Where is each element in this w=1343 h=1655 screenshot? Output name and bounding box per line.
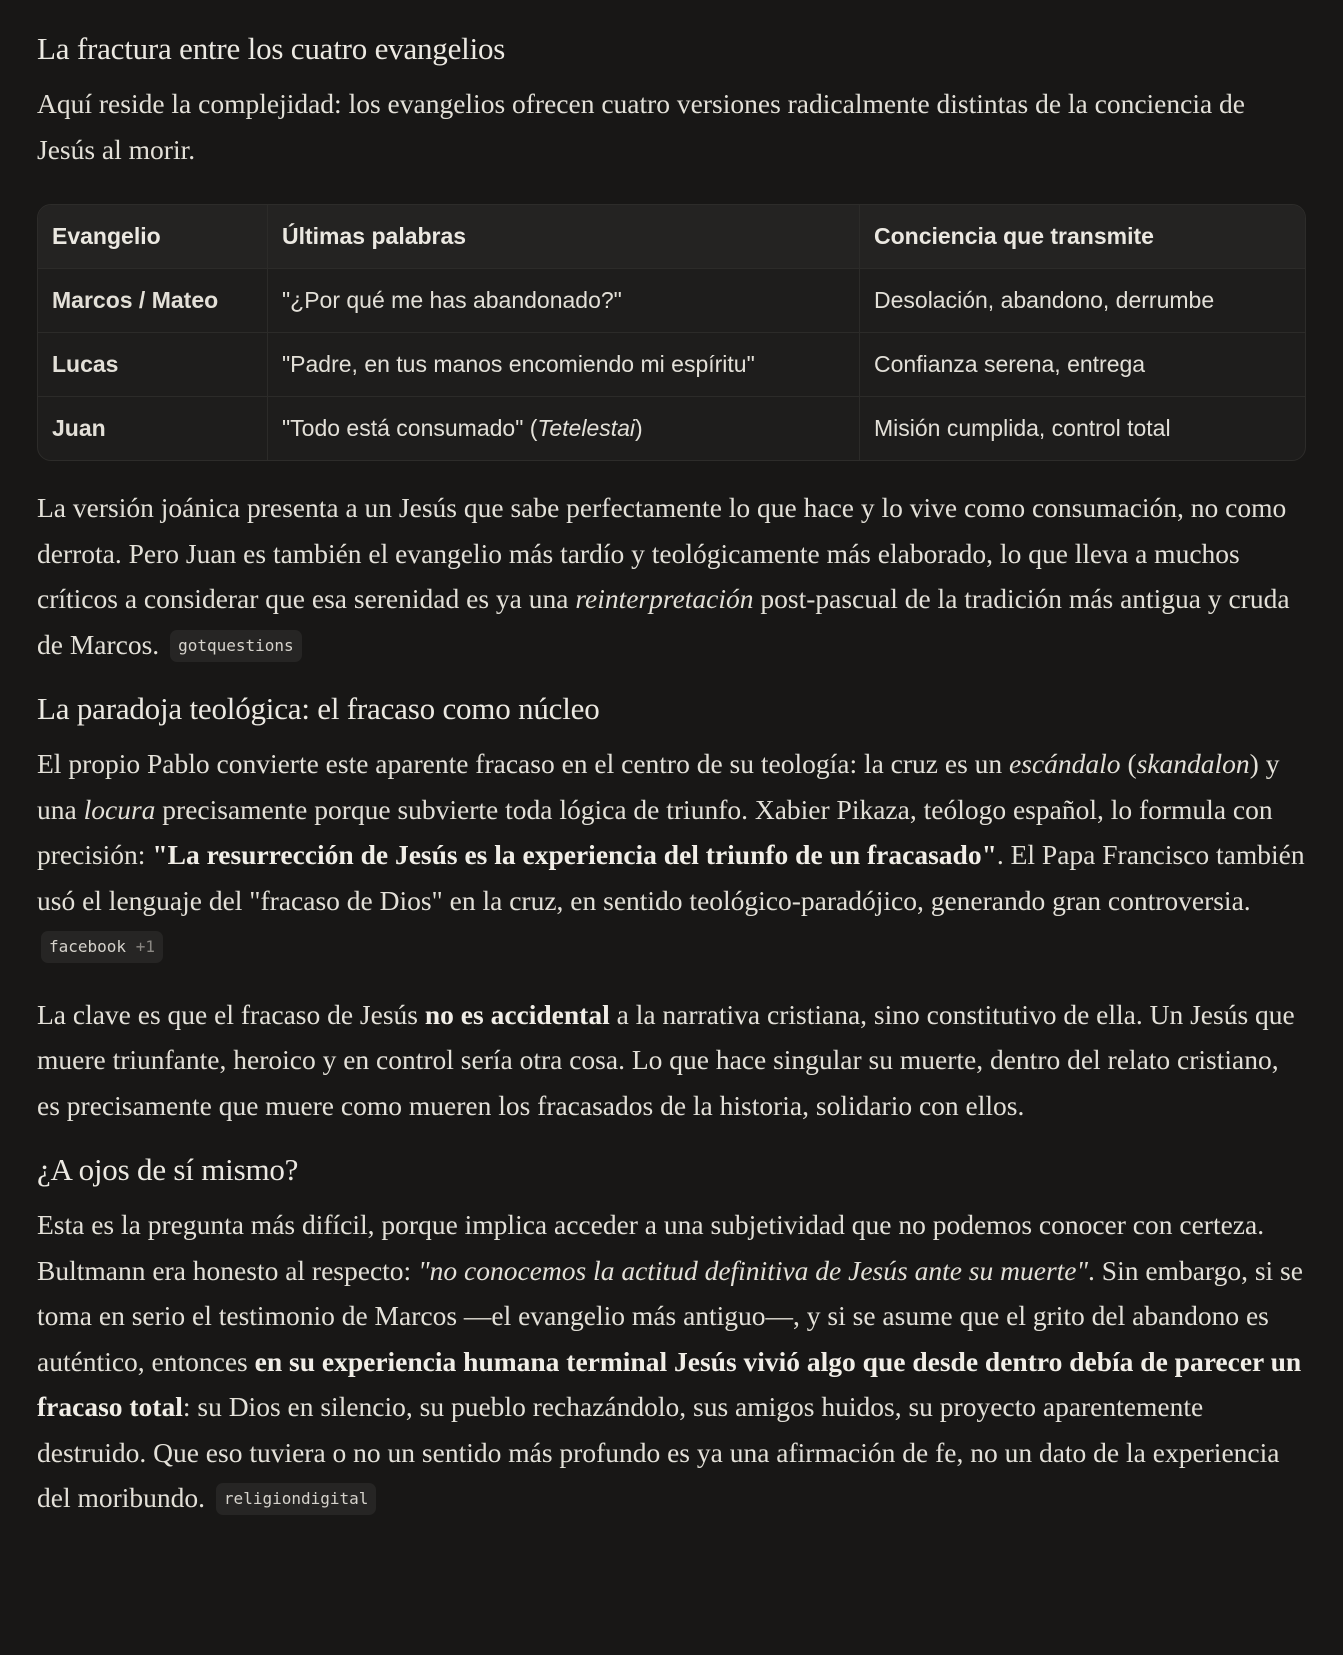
text: Esta es la pregunta más difícil, porque implica acceder a una subjetividad que no podemos conocer con certeza. Bultmann era honesto al respecto: bbox=[37, 1209, 1265, 1286]
column-header-conscience: Conciencia que transmite bbox=[860, 205, 1306, 269]
text: : su Dios en silencio, su pueblo rechazándolo, sus amigos huidos, su proyecto aparentemente destruido. Que eso tuviera o no un sentido más profundo es ya una afirmación de fe, no un dato de la experiencia del moribundo. bbox=[37, 1391, 1280, 1513]
section-heading-fractura: La fractura entre los cuatro evangelios bbox=[37, 31, 506, 66]
citation-more-count: +1 bbox=[135, 937, 155, 956]
emphasis: locura bbox=[83, 793, 156, 825]
cell-last-words-tail: ) bbox=[635, 415, 643, 441]
cell-last-words-text: "Todo está consumado" ( bbox=[282, 415, 538, 441]
emphasis: skandalon bbox=[1136, 748, 1250, 779]
cell-conscience: Misión cumplida, control total bbox=[860, 397, 1306, 461]
self-view-paragraph bbox=[37, 1202, 1306, 1521]
citation-label: gotquestions bbox=[178, 635, 294, 655]
paradox-paragraph bbox=[37, 741, 1306, 969]
text: a la narrativa cristiana, sino constitutivo de ella. Un Jesús que muere triunfante, heroico y en control sería otra cosa. Lo que hace singular su muerte, dentro del relato cristiano, es precisamente que muere como mueren los fracasados de la historia, solidario con ellos. bbox=[37, 998, 1295, 1121]
text: El propio Pablo convierte este aparente fracaso en el centro de su teología: la cruz es un bbox=[37, 748, 1010, 779]
cell-gospel: Lucas bbox=[38, 333, 268, 397]
bold-text: no es accidental bbox=[424, 998, 610, 1030]
emphasis: reinterpretación bbox=[575, 583, 754, 614]
intro-paragraph: Aquí reside la complejidad: los evangelios ofrecen cuatro versiones radicalmente distintas de la conciencia de Jesús al morir. bbox=[37, 88, 1246, 165]
text: . El Papa Francisco también usó el lenguaje del "fracaso de Dios" en la cruz, en sentido teológico-paradójico, generando gran controversia. bbox=[37, 839, 1305, 916]
citation-facebook[interactable] bbox=[41, 931, 163, 963]
table-row bbox=[38, 269, 1305, 333]
key-paragraph bbox=[37, 992, 1306, 1129]
text: . Sin embargo, si se toma en serio el testimonio de Marcos —el evangelio más antiguo—, y si se asume que el grito del abandono es auténtico, entonces bbox=[37, 1254, 1303, 1377]
cell-conscience: Desolación, abandono, derrumbe bbox=[860, 269, 1306, 333]
text: La clave es que el fracaso de Jesús bbox=[37, 998, 425, 1030]
column-header-last-words: Últimas palabras bbox=[268, 205, 860, 269]
citation-label: facebook bbox=[49, 937, 127, 956]
citation-religiondigital[interactable] bbox=[216, 1483, 377, 1515]
cell-last-words bbox=[268, 397, 860, 461]
text: La versión joánica presenta a un Jesús que sabe perfectamente lo que hace y lo vive como consumación, no como derrota. Pero Juan es también el evangelio más tardío y teológicamente más elaborado, lo que lleva a muchos críticos a considerar que esa serenidad es ya una bbox=[37, 492, 1287, 614]
johannine-paragraph bbox=[37, 485, 1306, 667]
cell-last-words-text: "¿Por qué me has abandonado?" bbox=[282, 287, 622, 313]
emphasis-quote: "no conocemos la actitud definitiva de Jesús ante su muerte" bbox=[418, 1254, 1089, 1286]
column-header-gospel: Evangelio bbox=[38, 205, 268, 269]
section-heading-paradoja: La paradoja teológica: el fracaso como núcleo bbox=[37, 691, 600, 726]
cell-last-words-text: "Padre, en tus manos encomiendo mi espíritu" bbox=[282, 351, 755, 377]
cell-gospel: Marcos / Mateo bbox=[38, 269, 268, 333]
cell-gospel: Juan bbox=[52, 415, 106, 441]
gospels-table bbox=[37, 204, 1306, 461]
table-header-row bbox=[38, 205, 1305, 269]
text: ( bbox=[1120, 748, 1137, 779]
bold-text: en su experiencia humana terminal Jesús vivió algo que desde dentro debía de parecer un fracaso total bbox=[37, 1345, 1302, 1422]
cell-last-words bbox=[268, 269, 860, 333]
table-row bbox=[38, 333, 1305, 397]
cell-conscience: Confianza serena, entrega bbox=[860, 333, 1306, 397]
text: ) y una bbox=[37, 748, 1280, 825]
citation-gotquestions[interactable] bbox=[170, 630, 302, 662]
text: precisamente porque subvierte toda lógica de triunfo. Xabier Pikaza, teólogo español, lo formula con precisión: bbox=[37, 793, 1273, 870]
emphasis: escándalo bbox=[1009, 748, 1121, 779]
bold-quote: "La resurrección de Jesús es la experiencia del triunfo de un fracasado" bbox=[152, 839, 997, 870]
cell-last-words bbox=[268, 333, 860, 397]
citation-label: religiondigital bbox=[223, 1489, 369, 1508]
section-heading-ojos: ¿A ojos de sí mismo? bbox=[37, 1152, 299, 1187]
text: post-pascual de la tradición más antigua y cruda de Marcos. bbox=[37, 583, 1290, 660]
cell-last-words-italic: Tetelestai bbox=[537, 415, 636, 441]
table-row bbox=[38, 397, 1305, 461]
